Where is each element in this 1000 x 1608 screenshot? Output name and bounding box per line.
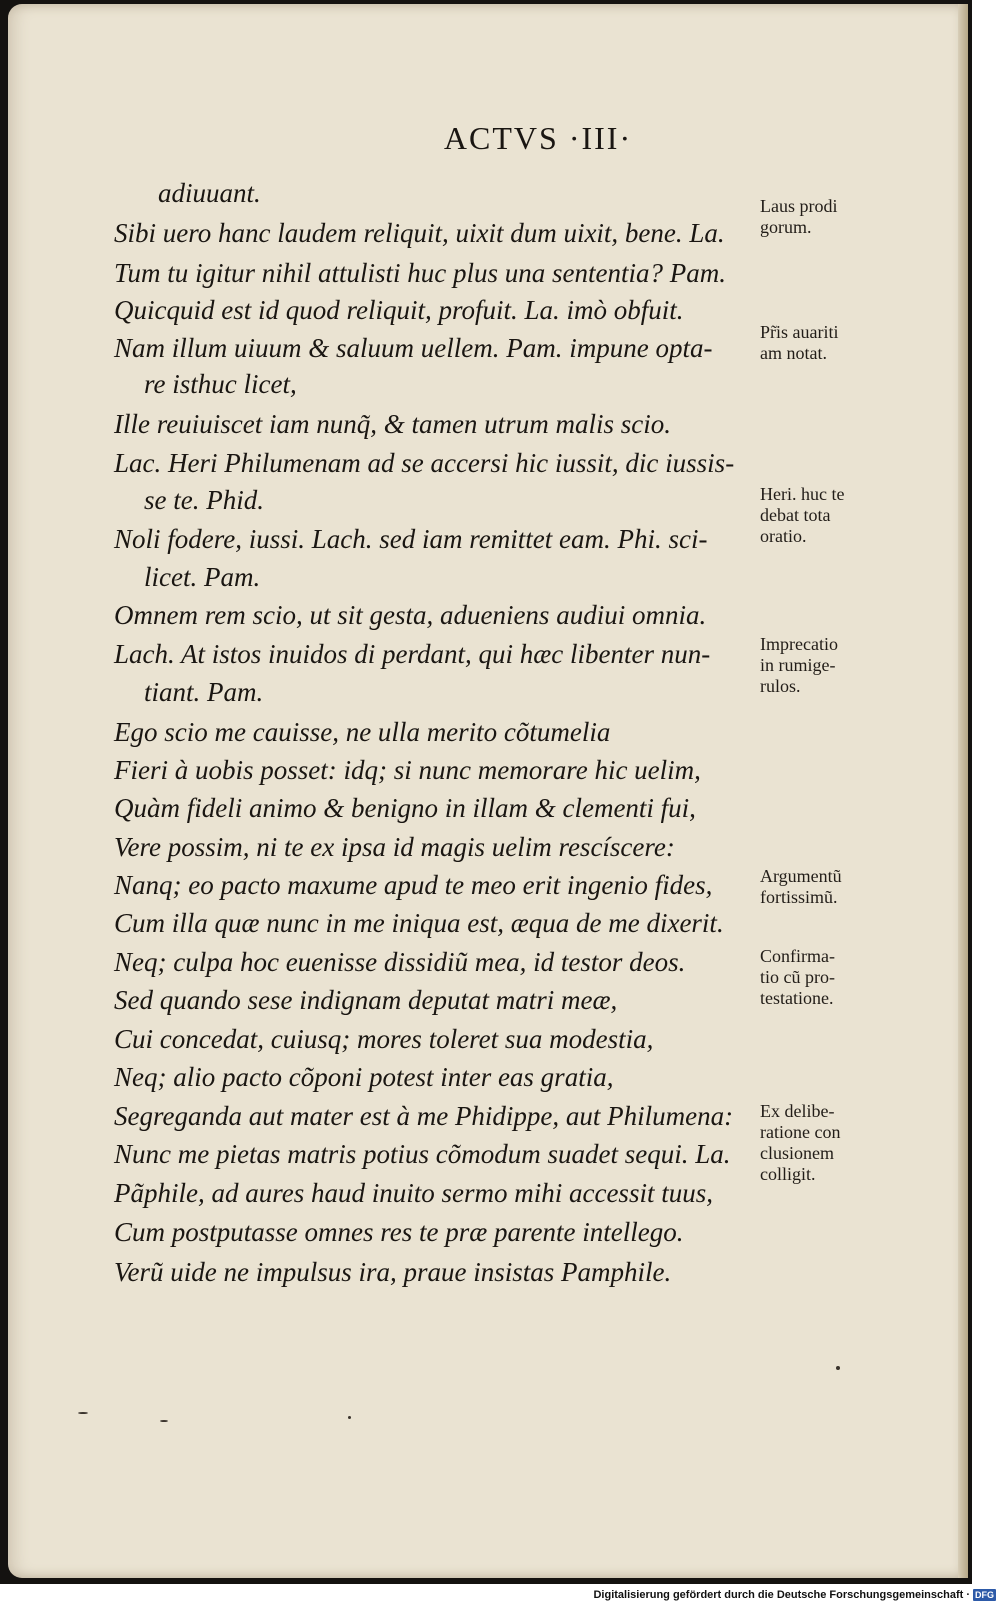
book-page: [8, 4, 968, 1578]
footer-credit: Digitalisierung gefördert durch die Deutsche Forschungsgemeinschaft ·: [593, 1589, 970, 1601]
marginal-gloss: Pr̃is auariti am notat.: [760, 322, 839, 363]
text-line: Neq; culpa hoc euenisse dissidiũ mea, id testor deos.: [114, 947, 686, 977]
text-line: Fieri à uobis posset: idq; si nunc memorare hic uelim,: [114, 755, 701, 785]
marginal-gloss: Argumentũ fortissimũ.: [760, 866, 842, 907]
marginal-gloss: Laus prodi gorum.: [760, 196, 838, 237]
ink-speck: [836, 1366, 840, 1370]
ink-speck: [348, 1416, 351, 1419]
marginal-gloss: Imprecatio in rumige- rulos.: [760, 634, 838, 696]
dfg-logo: DFG: [975, 1590, 994, 1600]
ink-speck: [78, 1412, 88, 1414]
marginal-gloss: Heri. huc te debat tota oratio.: [760, 484, 845, 546]
text-line: Pãphile, ad aures haud inuito sermo mihi accessit tuus,: [114, 1178, 713, 1208]
text-line: adiuuant.: [158, 178, 261, 208]
text-line: Sed quando sese indignam deputat matri meæ,: [114, 985, 618, 1015]
text-line: Vere possim, ni te ex ipsa id magis uelim rescíscere:: [114, 832, 675, 862]
text-line: Omnem rem scio, ut sit gesta, adueniens audiui omnia.: [114, 600, 707, 630]
text-line: tiant. Pam.: [144, 677, 264, 707]
running-head: [8, 120, 968, 157]
text-line: Lac. Heri Philumenam ad se accersi hic iussit, dic iussis-: [114, 448, 735, 478]
text-line: se te. Phid.: [144, 485, 264, 515]
text-line: licet. Pam.: [144, 562, 261, 592]
text-line: Segreganda aut mater est à me Phidippe, aut Philumena:: [114, 1101, 734, 1131]
text-line: re isthuc licet,: [144, 369, 297, 399]
text-line: Ille reuiuiscet iam nunq̃, & tamen utrum malis scio.: [114, 409, 671, 439]
text-line: Cum postputasse omnes res te præ parente intellego.: [114, 1217, 684, 1247]
text-line: Neq; alio pacto cõponi potest inter eas gratia,: [114, 1062, 614, 1092]
text-line: Nanq; eo pacto maxume apud te meo erit ingenio fides,: [114, 870, 713, 900]
digitization-footer: [593, 1585, 996, 1605]
text-line: Verũ uide ne impulsus ira, praue insistas Pamphile.: [114, 1257, 672, 1287]
ink-speck: [160, 1420, 168, 1422]
text-line: Quàm fideli animo & benigno in illam & clementi fui,: [114, 793, 696, 823]
text-line: Ego scio me cauisse, ne ulla merito cõtumelia: [114, 717, 611, 747]
text-line: Lach. At istos inuidos di perdant, qui hæc libenter nun-: [114, 639, 711, 669]
text-line: Sibi uero hanc laudem reliquit, uixit dum uixit, bene. La.: [114, 218, 725, 248]
running-head-text: ACTVS ·III·: [443, 120, 633, 156]
text-line: Noli fodere, iussi. Lach. sed iam remittet eam. Phi. sci-: [114, 524, 708, 554]
text-line: Tum tu igitur nihil attulisti huc plus una sententia? Pam.: [114, 258, 727, 288]
page-edge: [958, 4, 968, 1578]
text-line: Nam illum uiuum & saluum uellem. Pam. impune opta-: [114, 333, 713, 363]
marginal-gloss: Confirma- tio cũ pro- testatione.: [760, 946, 835, 1008]
text-line: Quicquid est id quod reliquit, profuit. La. imò obfuit.: [114, 295, 684, 325]
text-line: Nunc me pietas matris potius cõmodum suadet sequi. La.: [114, 1139, 731, 1169]
marginal-gloss: Ex delibe- ratione con clusionem colligit.: [760, 1101, 841, 1184]
text-line: Cum illa quæ nunc in me iniqua est, æqua de me dixerit.: [114, 908, 724, 938]
text-line: Cui concedat, cuiusq; mores toleret sua modestia,: [114, 1024, 654, 1054]
